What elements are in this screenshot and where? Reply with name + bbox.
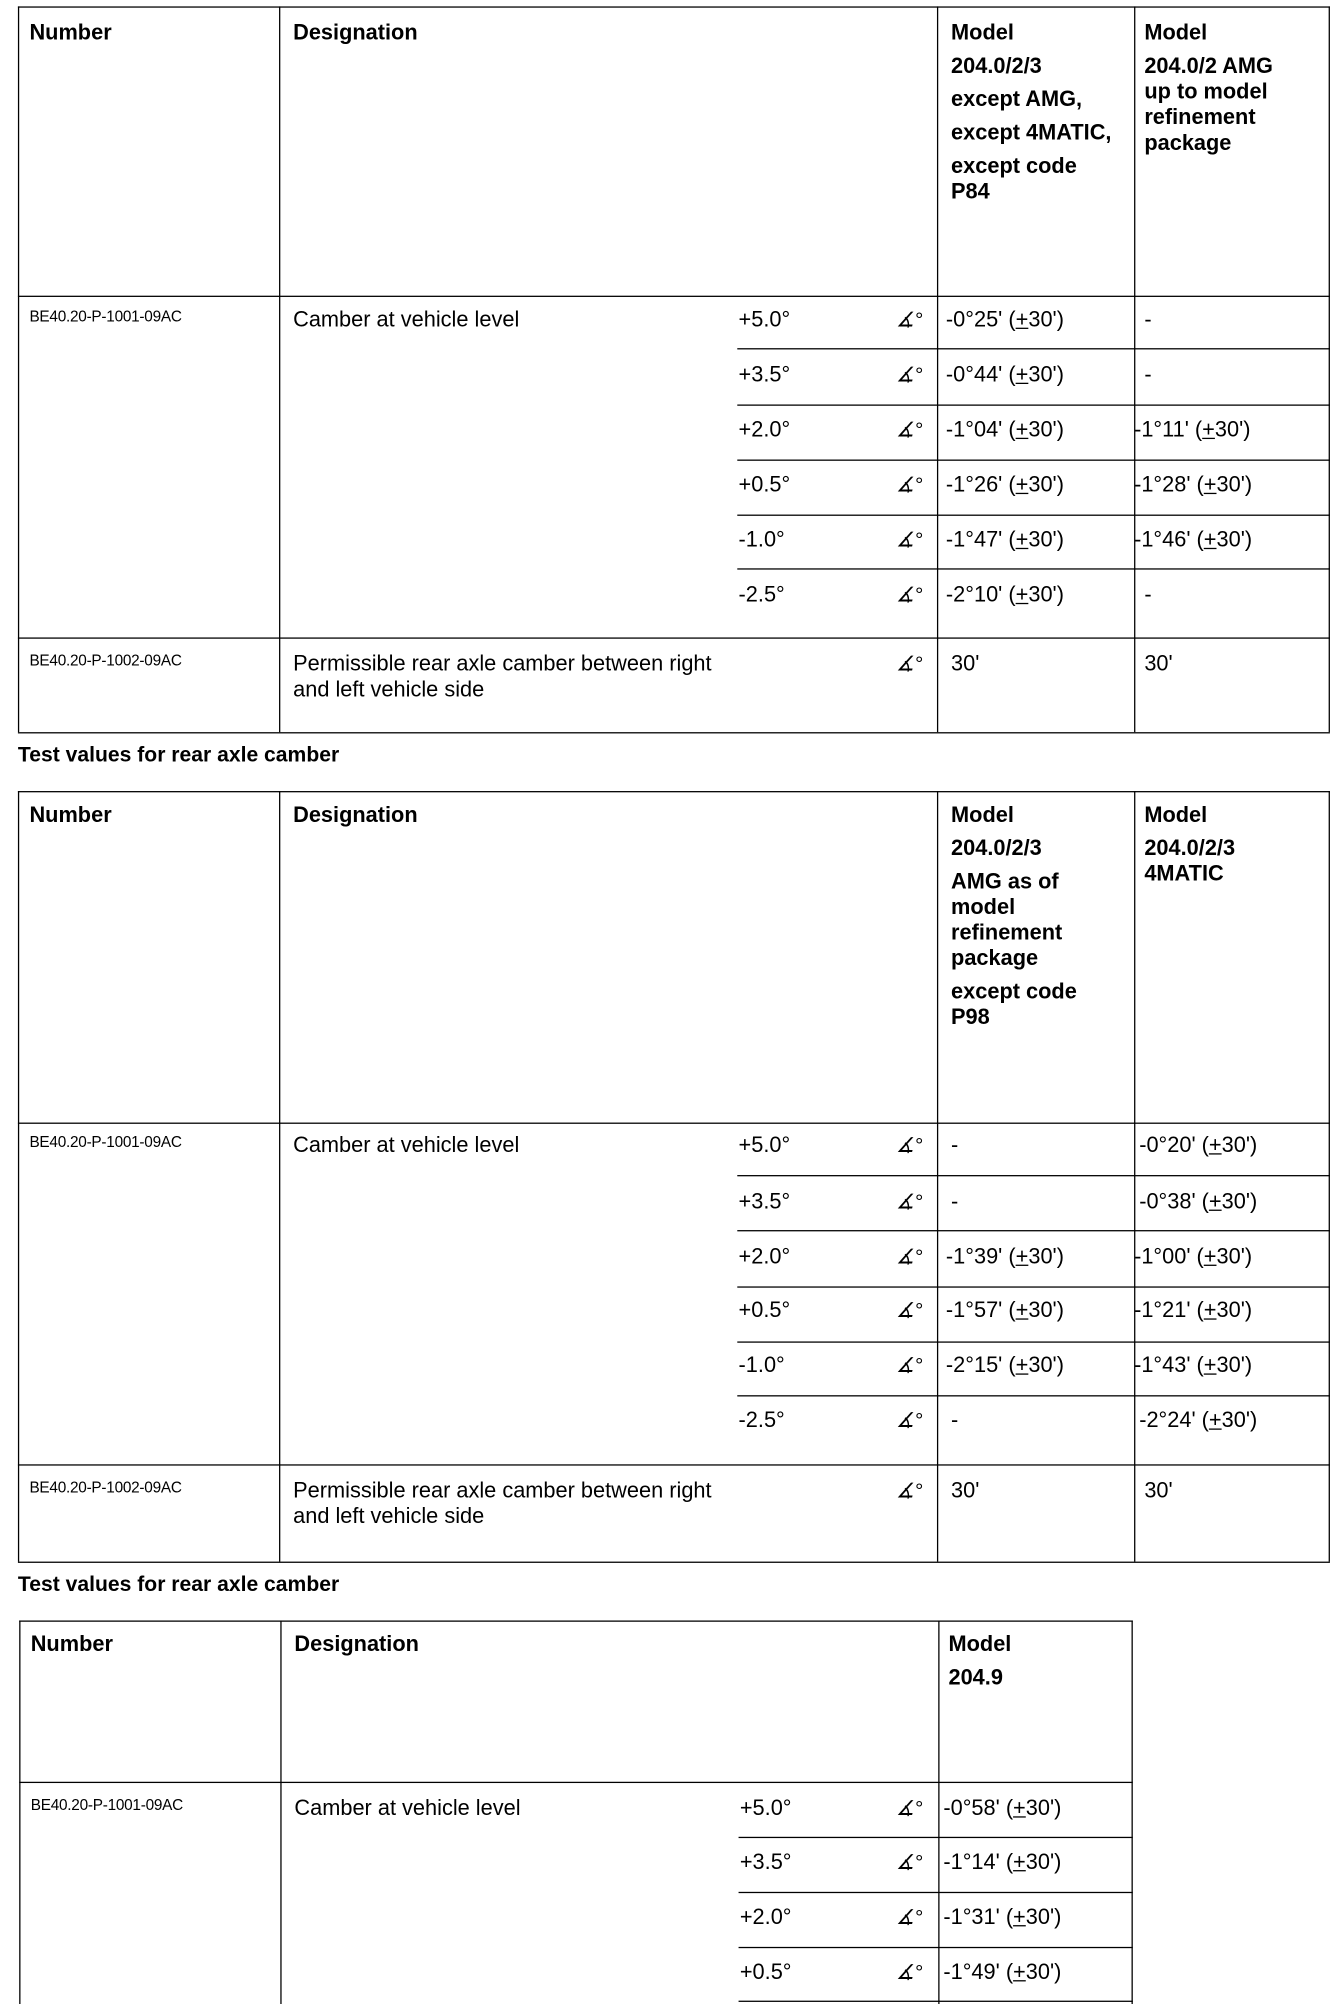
angle-icon: ∡° [896, 529, 923, 552]
camber-value: -1°11' (+30') [1134, 417, 1251, 442]
camber-value: -1°14' (+30') [943, 1849, 1062, 1874]
level-value: +3.5° [738, 362, 791, 387]
level-value: +2.0° [739, 1904, 792, 1929]
row-designation: Camber at vehicle level [293, 307, 520, 332]
header-model-col1: Model 204.0/2/3 AMG as of model refinement package except code P98 [951, 802, 1077, 1030]
camber-value: -2°24' (+30') [1139, 1408, 1258, 1433]
header-number: Number [29, 802, 112, 827]
header-model-col2: Model 204.0/2/3 4MATIC [1144, 802, 1236, 886]
level-value: -2.5° [738, 1408, 785, 1433]
camber-value: -1°21' (+30') [1134, 1297, 1253, 1323]
row-number: BE40.20-P-1001-09AC [29, 1132, 182, 1151]
header-model-col1: Model 204.9 [948, 1632, 1012, 1690]
angle-icon: ∡° [896, 309, 923, 332]
level-value: +0.5° [739, 1959, 792, 1984]
angle-icon: ∡° [896, 654, 923, 676]
camber-value: -0°38' (+30') [1139, 1189, 1258, 1214]
camber-value: - [951, 1132, 959, 1158]
camber-value: -1°46' (+30') [1134, 527, 1253, 552]
header-model-col2: Model 204.0/2 AMG up to model refinement package [1144, 20, 1273, 155]
header-designation: Designation [293, 802, 418, 827]
angle-icon: ∡° [896, 1246, 923, 1269]
camber-value: -0°25' (+30') [945, 307, 1064, 332]
angle-icon: ∡° [896, 364, 923, 387]
angle-icon: ∡° [896, 1480, 923, 1503]
level-value: +2.0° [738, 417, 791, 442]
row-designation: Camber at vehicle level [294, 1795, 521, 1821]
camber-value: -1°43' (+30') [1134, 1352, 1253, 1378]
level-value: +3.5° [738, 1189, 791, 1214]
row-number: BE40.20-P-1002-09AC [29, 1478, 182, 1497]
camber-value: -0°44' (+30') [945, 362, 1064, 387]
angle-icon: ∡° [896, 1410, 923, 1433]
camber-value: -1°31' (+30') [943, 1904, 1062, 1929]
camber-value: - [1144, 582, 1152, 607]
angle-icon: ∡° [896, 1191, 923, 1214]
tolerance-value: 30' [1144, 1478, 1173, 1503]
table-caption: Test values for rear axle camber [17, 1573, 340, 1597]
level-value: -2.5° [738, 582, 785, 607]
header-model-col1: Model 204.0/2/3 except AMG, except 4MATIC, except code P84 [951, 20, 1112, 204]
level-value: +5.0° [738, 1132, 791, 1158]
camber-value: - [1144, 307, 1152, 332]
camber-value: -1°39' (+30') [945, 1244, 1064, 1269]
header-designation: Designation [293, 20, 418, 45]
level-value: +2.0° [738, 1244, 791, 1269]
angle-icon: ∡° [896, 1798, 923, 1821]
tolerance-value: 30' [951, 1478, 980, 1503]
camber-value: - [951, 1408, 959, 1433]
camber-value: -2°15' (+30') [945, 1352, 1064, 1378]
level-value: -1.0° [738, 1352, 785, 1378]
camber-value: -0°20' (+30') [1139, 1132, 1258, 1158]
tolerance-value: 30' [1144, 651, 1173, 676]
camber-value: -1°47' (+30') [945, 527, 1064, 552]
angle-icon: ∡° [896, 1300, 923, 1323]
row-designation: Permissible rear axle camber between right and left vehicle side [293, 1478, 712, 1529]
level-value: +0.5° [738, 472, 791, 497]
camber-value: -0°58' (+30') [943, 1795, 1062, 1821]
angle-icon: ∡° [896, 1355, 923, 1378]
row-number: BE40.20-P-1001-09AC [30, 1795, 183, 1814]
camber-value: -1°00' (+30') [1134, 1244, 1253, 1269]
camber-value: -2°10' (+30') [945, 582, 1064, 607]
tolerance-value: 30' [951, 651, 980, 676]
camber-value: -1°28' (+30') [1134, 472, 1253, 497]
level-value: +5.0° [738, 307, 791, 332]
angle-icon: ∡° [896, 1135, 923, 1158]
camber-value: - [1144, 362, 1152, 387]
angle-icon: ∡° [896, 584, 923, 607]
row-number: BE40.20-P-1002-09AC [29, 651, 182, 670]
header-designation: Designation [294, 1632, 419, 1657]
header-number: Number [30, 1632, 113, 1657]
level-value: -1.0° [738, 527, 785, 552]
camber-value: - [951, 1189, 959, 1214]
level-value: +3.5° [739, 1849, 792, 1874]
angle-icon: ∡° [896, 474, 923, 497]
angle-icon: ∡° [896, 1962, 923, 1984]
camber-value: -1°49' (+30') [943, 1959, 1062, 1984]
row-designation: Permissible rear axle camber between right and left vehicle side [293, 651, 712, 702]
header-number: Number [29, 20, 112, 45]
angle-icon: ∡° [896, 419, 923, 442]
camber-value: -1°26' (+30') [945, 472, 1064, 497]
row-number: BE40.20-P-1001-09AC [29, 307, 182, 326]
angle-icon: ∡° [896, 1852, 923, 1874]
camber-value: -1°57' (+30') [945, 1297, 1064, 1323]
row-designation: Camber at vehicle level [293, 1132, 520, 1158]
level-value: +0.5° [738, 1297, 791, 1323]
angle-icon: ∡° [896, 1907, 923, 1929]
camber-value: -1°04' (+30') [945, 417, 1064, 442]
table-caption: Test values for rear axle camber [17, 743, 340, 767]
level-value: +5.0° [739, 1795, 792, 1821]
